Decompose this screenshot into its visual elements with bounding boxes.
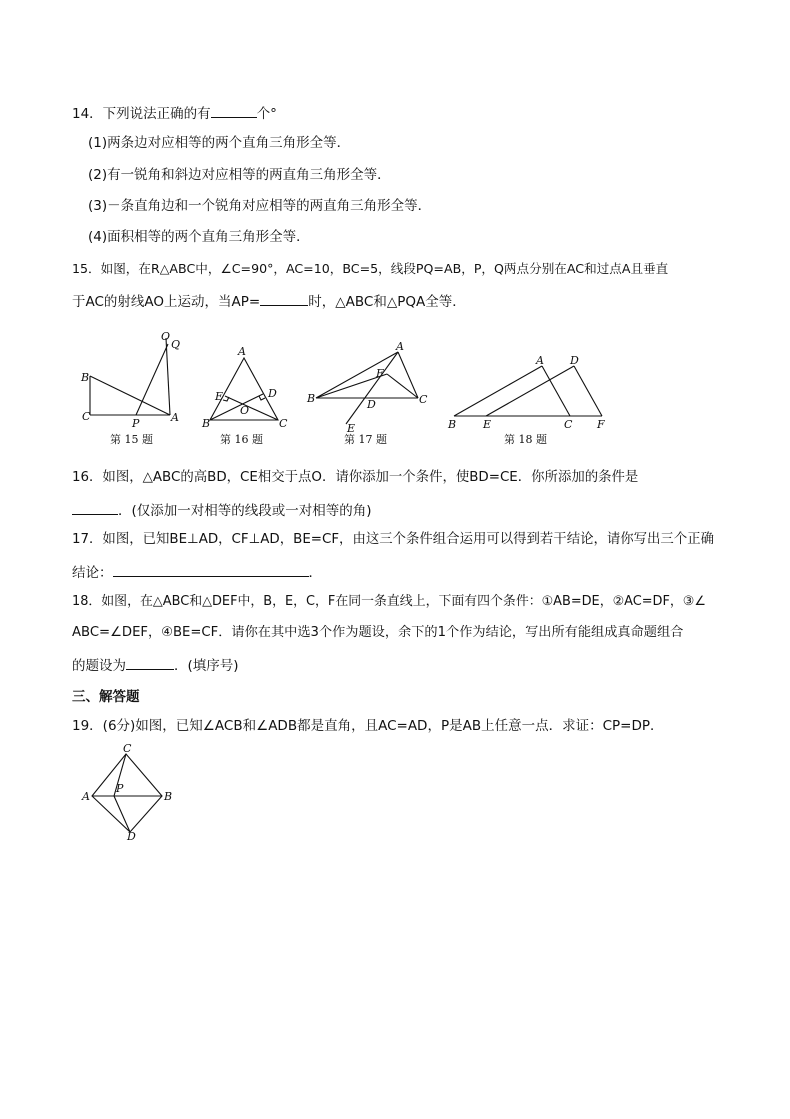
fig18-label-D: D <box>570 354 579 367</box>
q16-line-1: 16．如图，△ABC的高BD，CE相交于点O．请你添加一个条件，使BD=CE．你所添加的条件是 <box>72 470 639 485</box>
fig17-segment-AE <box>346 352 398 424</box>
figure-17 <box>304 340 434 448</box>
q18-answer-blank <box>126 655 174 670</box>
q17-line-2-text: 结论： <box>72 565 113 581</box>
q18-line-3-text: 的题设为 <box>72 658 126 674</box>
q17-line-2-tail: ． <box>308 565 322 581</box>
fig17-label-F: F <box>376 367 384 380</box>
fig17-label-E: E <box>347 422 356 435</box>
q16-answer-blank <box>72 500 118 515</box>
fig18-segment-DF <box>574 366 602 416</box>
figure-19 <box>78 744 188 840</box>
fig15-label-B: B <box>81 371 90 384</box>
fig15-label-O: O <box>161 330 171 343</box>
q15-line-2-text: 于AC的射线AO上运动，当AP= <box>72 294 261 310</box>
fig15-label-Q: Q <box>171 338 181 351</box>
q15-line-2 <box>72 291 466 311</box>
fig16-right-angle-mark-D <box>259 396 265 400</box>
fig18-label-A: A <box>536 354 544 367</box>
q14-answer-blank <box>211 103 257 118</box>
fig15-segment-BA <box>90 376 170 415</box>
q14-option-3: (3)－条直角边和一个锐角对应相等的两直角三角形全等． <box>88 198 432 214</box>
fig19-segment-DP <box>114 796 130 832</box>
figure-18 <box>444 350 614 448</box>
fig17-caption: 第 17 题 <box>344 433 387 446</box>
q18-line-1: 18．如图，在△ABC和△DEF中，B，E，C，F在同一条直线上，下面有四个条件：①AB=DE，②AC=DF，③∠ <box>72 594 706 609</box>
fig15-label-C: C <box>82 410 91 423</box>
figure-16 <box>198 340 298 448</box>
fig15-label-A: A <box>171 411 179 424</box>
fig18-label-C: C <box>564 418 573 431</box>
fig16-label-B: B <box>202 417 211 430</box>
q16-line-2-text: ．(仅添加一对相等的线段或一对相等的角) <box>118 503 372 519</box>
q16-line-2 <box>72 500 372 520</box>
q14-stem <box>72 103 277 123</box>
fig16-label-D: D <box>268 387 277 400</box>
fig18-segment-AC <box>542 366 570 416</box>
q17-answer-blank <box>113 562 309 577</box>
q19-text: 19．(6分)如图，已知∠ACB和∠ADB都是直角，且AC=AD，P是AB上任意一点．求证：CP=DP． <box>72 718 664 734</box>
fig16-label-A: A <box>238 345 246 358</box>
section-title: 三、解答题 <box>72 689 140 705</box>
q14-stem-text: 14．下列说法正确的有 <box>72 106 211 122</box>
fig17-label-B: B <box>307 392 316 405</box>
q14-option-4: (4)面积相等的两个直角三角形全等． <box>88 229 310 245</box>
fig19-label-B: B <box>164 790 173 803</box>
q15-line-1: 15．如图，在R△ABC中，∠C=90°，AC=10，BC=5，线段PQ=AB，P，Q两点分别在AC和过点A且垂直 <box>72 261 669 276</box>
q17-line-1: 17．如图，已知BE⊥AD，CF⊥AD，BE=CF，由这三个条件组合运用可以得到若干结论，请你写出三个正确 <box>72 532 714 547</box>
q18-line-3 <box>72 655 239 675</box>
fig17-label-D: D <box>367 398 376 411</box>
q18-line-2: ABC=∠DEF，④BE=CF．请你在其中选3个作为题设，余下的1个作为结论，写出所有能组成真命题组合 <box>72 625 684 640</box>
fig18-label-F: F <box>597 418 605 431</box>
fig16-label-E: E <box>215 390 224 403</box>
fig19-label-P: P <box>116 782 124 795</box>
fig16-right-angle-mark-E <box>223 397 229 401</box>
fig16-caption: 第 16 题 <box>220 433 263 446</box>
q17-line-2 <box>72 562 322 582</box>
fig19-label-A: A <box>82 790 90 803</box>
fig16-label-C: C <box>279 417 288 430</box>
fig15-ray-AO <box>166 338 170 415</box>
q15-line-2-tail: 时，△ABC和△PQA全等． <box>308 294 466 310</box>
q14-stem-unit: 个° <box>256 106 277 122</box>
fig17-label-C: C <box>419 393 428 406</box>
fig19-label-C: C <box>123 744 132 755</box>
q14-option-1: (1)两条边对应相等的两个直角三角形全等． <box>88 135 351 151</box>
q14-option-2: (2)有一锐角和斜边对应相等的两直角三角形全等． <box>88 167 391 183</box>
q15-answer-blank <box>260 291 308 306</box>
fig19-label-D: D <box>127 830 136 840</box>
q18-line-3-tail: ．(填序号) <box>174 658 239 674</box>
fig15-caption: 第 15 题 <box>110 433 153 446</box>
figure-15 <box>80 328 190 448</box>
fig18-segment-AB <box>454 366 542 416</box>
fig18-caption: 第 18 题 <box>504 433 547 446</box>
fig19-quadrilateral-ACBD <box>92 754 162 832</box>
fig15-segment-PQ <box>136 344 168 415</box>
fig15-label-P: P <box>132 417 140 430</box>
fig18-label-B: B <box>448 418 457 431</box>
fig17-label-A: A <box>396 340 404 353</box>
fig16-label-O: O <box>240 404 250 417</box>
fig17-segment-AC <box>398 352 418 398</box>
fig18-segment-DE <box>486 366 574 416</box>
fig18-label-E: E <box>483 418 492 431</box>
